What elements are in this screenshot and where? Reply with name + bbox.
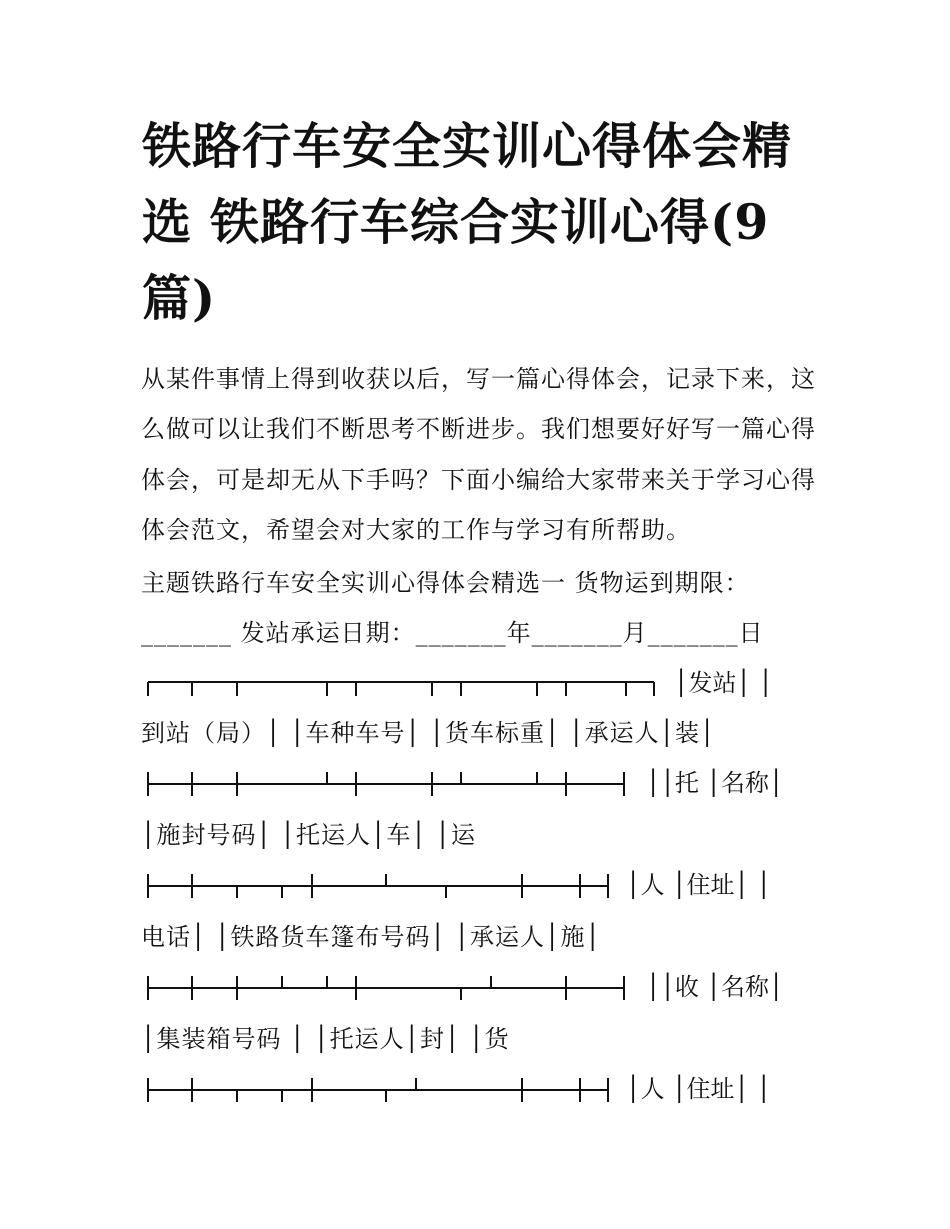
row-7-text: ││收 │名称│: [646, 973, 784, 1001]
intro-line-1: 从某件事情上得到收获以后，写一篇心得体会，记录下来，这: [141, 365, 816, 393]
table-rule-5: [146, 1078, 666, 1104]
title-line-3: 篇): [142, 269, 217, 327]
row-3-text: ││托 │名称│: [646, 769, 784, 797]
intro-line-2: 么做可以让我们不断思考不断进步。我们想要好好写一篇心得: [141, 415, 816, 443]
row-6-text: 电话│ │铁路货车篷布号码│ │承运人│施│: [141, 923, 601, 951]
table-rule-4: [146, 976, 666, 1002]
table-rule-2: [146, 772, 666, 798]
intro-line-4: 体会范文，希望会对大家的工作与学习有所帮助。: [141, 516, 691, 544]
row-9-text: │人 │住址│ │: [626, 1075, 772, 1103]
table-rule-1: [146, 672, 666, 698]
document-title: [142, 108, 822, 336]
section-subtitle: 主题铁路行车安全实训心得体会精选一 货物运到期限：: [141, 569, 750, 597]
row-2-text: 到站（局）│ │车种车号│ │货车标重│ │承运人│装│: [141, 719, 716, 747]
title-line-1: 铁路行车安全实训心得体会精: [142, 117, 793, 175]
intro-line-3: 体会，可是却无从下手吗？下面小编给大家带来关于学习心得: [141, 466, 816, 494]
row-8-text: │集装箱号码 │ │托运人│封│ │货: [141, 1025, 510, 1053]
date-line: _______ 发站承运日期：_______年_______月_______日: [141, 619, 764, 647]
row-4-text: │施封号码│ │托运人│车│ │运: [141, 821, 476, 849]
title-line-2: 选 铁路行车综合实训心得(9: [142, 193, 770, 251]
table-rule-3: [146, 874, 666, 900]
row-5-text: │人 │住址│ │: [626, 871, 772, 899]
row-1-text: │发站│ │: [674, 669, 773, 697]
